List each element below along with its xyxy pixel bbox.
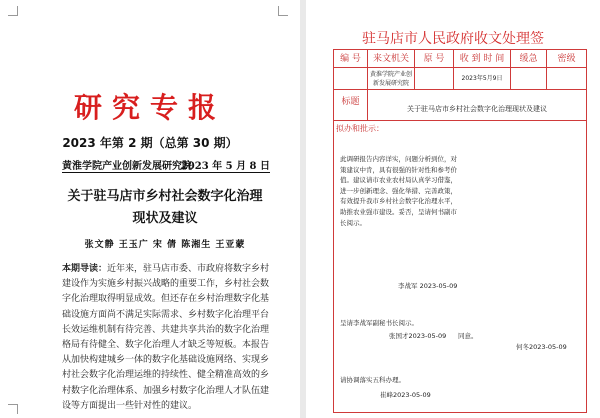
article-title-line-2: 现状及建议: [132, 211, 198, 226]
author-list: 张文静 王玉广 宋 倩 陈湘生 王亚蒙: [84, 240, 246, 250]
subject-text: 关于驻马店市乡村社会数字化治理现状及建议: [407, 105, 547, 113]
header-urgency: 缓急: [519, 54, 538, 64]
header-serial: 编 号: [340, 54, 361, 64]
opinion-text: 此调研报告内容详实，问题分析到位，对策建议中肯，具有很强的针对性和参考价值。建议请市农业农村局认真学习借鉴，进一步创新理念、强化举措、完善政策，有效提升我市乡村社会数字化治理水平，助推农业强市建设。妥否，呈请何书副市长阅示。: [340, 155, 457, 227]
subject-label: 标题: [341, 97, 360, 107]
from-unit-value: 黄淮学院产业创新发展研究院: [369, 71, 412, 87]
grid-line: [334, 120, 586, 121]
journal-title: 研究专报: [73, 91, 226, 124]
publication-date: 2023 年 5 月 8 日: [180, 161, 270, 172]
form-title: 驻马店市人民政府收文处理签: [362, 31, 544, 47]
crop-mark: [8, 404, 18, 414]
organization-name: 黄淮学院产业创新发展研究院: [62, 161, 192, 172]
processing-slip-page: [306, 0, 600, 418]
issue-number: 2023 年第 2 期（总第 30 期）: [62, 136, 238, 150]
instruction-2: 呈请李战军副秘书长阅示。: [340, 319, 418, 327]
received-time-value: 2023年5月9日: [461, 75, 503, 82]
abstract: [62, 262, 277, 414]
signature-3: 何冬2023-05-09: [516, 343, 567, 351]
instruction-4: 请协调落实五科办理。: [340, 376, 405, 384]
processing-form: [333, 49, 587, 413]
header-from-unit: 来文机关: [372, 54, 409, 64]
signature-1: 李战军 2023-05-09: [398, 282, 458, 290]
header-original-no: 原 号: [423, 54, 445, 64]
signature-2-remark: 同意。: [458, 332, 478, 340]
crop-mark: [8, 6, 18, 16]
header-received-time: 收 到 时 间: [459, 54, 505, 64]
header-rule: [62, 172, 270, 173]
article-title-line-1: 关于驻马店市乡村社会数字化治理: [67, 189, 263, 204]
grid-line: [334, 89, 586, 90]
article-title: [0, 186, 330, 230]
signature-4: 崔峰2023-05-09: [380, 391, 431, 399]
abstract-label: 本期导读：: [62, 264, 108, 274]
crop-mark: [278, 6, 288, 16]
opinion-label: 拟办和批示：: [336, 124, 384, 133]
grid-line: [334, 67, 586, 68]
abstract-text: 近年来，驻马店市委、市政府将数字乡村建设作为实施乡村振兴战略的重要工作，乡村社会数字化治理取得明显成效。但还存在乡村治理数字化基础设施方面尚不满足实际需求、乡村数字化治理平台长效运维机制有待完善、共建共享共治的数字化治理格局有待健全、数字化治理人才缺乏等短板。本报告从加快构建城乡一体的数字化基础设施网络、实现乡村社会数字化治理运维的持续性、健全精准高效的乡村数字化治理体系、加强乡村数字化治理人才队伍建设等方面提出一些针对性的建议。: [62, 264, 270, 411]
header-secrecy: 密级: [557, 54, 576, 64]
signature-2: 张国才2023-05-09: [389, 332, 447, 340]
publication-info: [62, 157, 270, 171]
